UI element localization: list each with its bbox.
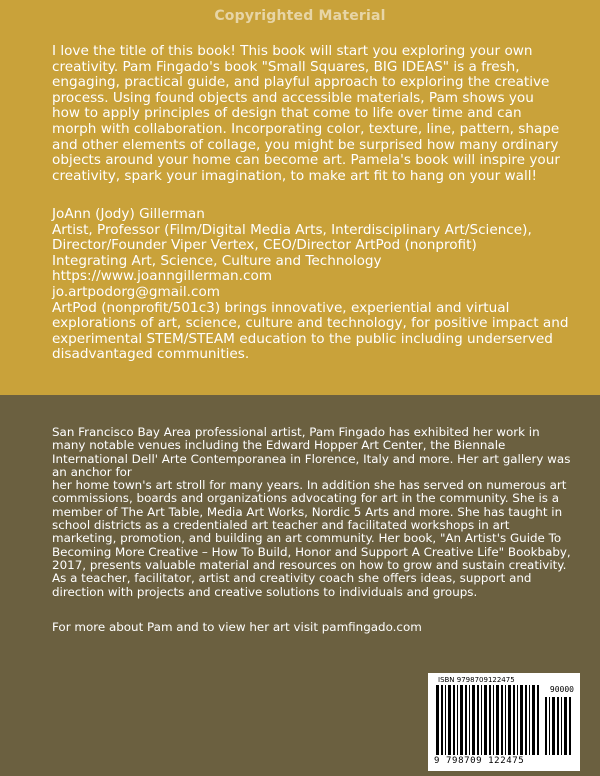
barcode-bar: [564, 697, 567, 755]
barcode-bar: [481, 685, 482, 755]
barcode-bar: [532, 685, 535, 755]
artpod-description: ArtPod (nonprofit/501c3) brings innovative, experiential and virtual explorations of art, science, culture and technology, for positive impact and experimental STEM/STEAM education to the public including underserved disadvantaged communities.: [52, 299, 569, 363]
barcode-bar: [561, 697, 562, 755]
barcode-bar: [545, 697, 547, 755]
barcode-bar: [569, 697, 571, 755]
endorser-name: JoAnn (Jody) Gillerman: [52, 206, 205, 222]
barcode-bar: [508, 685, 511, 755]
endorser-title-line-2: Director/Founder Viper Vertex, CEO/Director ArtPod (nonprofit): [52, 237, 477, 254]
barcode-bar: [469, 685, 470, 755]
barcode-bar: [513, 685, 515, 755]
more-info-line: For more about Pam and to view her art visit pamfingado.com: [52, 620, 422, 634]
barcode-bar: [501, 685, 503, 755]
price-barcode-bars: [545, 697, 573, 755]
barcode-bar: [465, 685, 467, 755]
isbn-digits: 9 798709 122475: [434, 756, 525, 766]
barcode-bar: [441, 685, 443, 755]
barcode-bar: [453, 685, 455, 755]
isbn-barcode: [428, 673, 580, 771]
barcode-bar: [525, 685, 527, 755]
barcode-bar: [493, 685, 494, 755]
barcode-bar: [537, 685, 539, 755]
barcode-bar: [557, 697, 559, 755]
barcode-bar: [477, 685, 479, 755]
barcode-bar: [460, 685, 463, 755]
barcode-bar: [552, 697, 555, 755]
endorser-website: https://www.joanngillerman.com: [52, 268, 273, 285]
barcode-bar: [457, 685, 458, 755]
barcode-bar: [448, 685, 451, 755]
barcode-bar: [517, 685, 518, 755]
barcode-bar: [496, 685, 499, 755]
author-bio-part-2: her home town's art stroll for many years. In addition she has served on numerous art commissions, boards and organizations advocating for art in the community. She is a member of The Art Table, Media Art Works, Nordic 5 Arts and more. She has taught in school districts as a credentialed art teacher and facilitated workshops in art marketing, promotion, and building an art community. Her book, "An Artist's Guide To Becoming More Creative – How To Build, Honor and Support A Creative Life" Bookbaby, 2017, presents valuable material and resources on how to grow and sustain creativity. As a teacher, facilitator, artist and creativity coach she offers ideas, support and direction with projects and creative solutions to individuals and groups.: [52, 478, 571, 599]
barcode-bar: [520, 685, 523, 755]
endorser-title-line-3: Integrating Art, Science, Culture and Technology: [52, 252, 382, 269]
endorser-credentials: [52, 207, 572, 363]
barcode-bars: [436, 685, 540, 755]
barcode-bar: [445, 685, 446, 755]
barcode-bar: [489, 685, 491, 755]
barcode-bar: [549, 697, 550, 755]
barcode-bar: [529, 685, 530, 755]
copyright-watermark: Copyrighted Material: [214, 8, 386, 24]
barcode-bar: [472, 685, 475, 755]
isbn-label: ISBN 9798709122475: [438, 676, 515, 684]
barcode-bar: [436, 685, 439, 755]
price-code: 90000: [549, 685, 574, 694]
endorsement-blurb: [52, 44, 566, 184]
endorsement-text: I love the title of this book! This book will start you exploring your own creativity. Pam Fingado's book "Small Squares, BIG IDEAS" is a fresh, engaging, practical guide, and playful approach to exploring the creative process. Using found objects and accessible materials, Pam shows you how to apply principles of design that come to life over time and can morph with collaboration. Incorporating color, texture, line, pattern, shape and other elements of collage, you might be surprised how many ordinary objects around your home can become art. Pamela's book will inspire your creativity, spark your imagination, to make art fit to hang on your wall!: [52, 43, 560, 184]
endorser-title-line-1: Artist, Professor (Film/Digital Media Arts, Interdisciplinary Art/Science),: [52, 221, 532, 238]
endorser-email: jo.artpodorg@gmail.com: [52, 283, 220, 300]
author-bio-part-1: San Francisco Bay Area professional artist, Pam Fingado has exhibited her work in many notable venues including the Edward Hopper Art Center, the Biennale International Dell' Arte Contemporanea in Florence, Italy and more. Her art gallery was an anchor for: [52, 425, 571, 479]
barcode-bar: [505, 685, 506, 755]
author-bio: [52, 426, 574, 599]
barcode-bar: [484, 685, 487, 755]
